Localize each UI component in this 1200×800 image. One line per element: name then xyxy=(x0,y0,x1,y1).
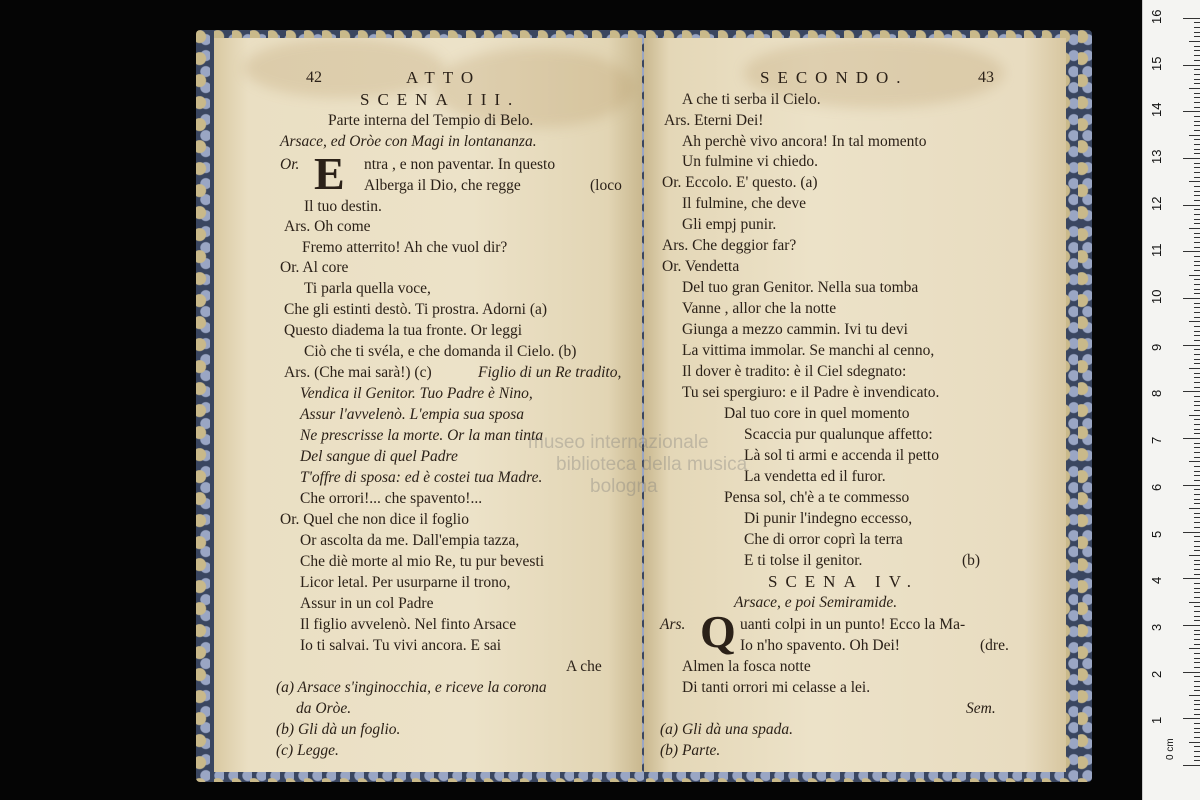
ruler-label: 13 xyxy=(1149,149,1164,164)
ruler-tick xyxy=(1194,475,1200,476)
ruler-tick xyxy=(1194,536,1200,537)
ruler-tick xyxy=(1189,228,1200,229)
footnote: (a) Arsace s'inginocchia, e riceve la corona xyxy=(276,679,547,696)
verse-line: Or. Quel che non dice il foglio xyxy=(280,511,469,528)
ruler-tick xyxy=(1189,555,1200,556)
ruler-tick xyxy=(1194,242,1200,243)
speaker-label: Or. xyxy=(280,156,300,173)
ruler-tick xyxy=(1194,293,1200,294)
ruler-tick xyxy=(1194,97,1200,98)
verse-line: Assur l'avvelenò. L'empia sua sposa xyxy=(300,406,525,423)
ruler-tick xyxy=(1194,303,1200,304)
verse-line: T'offre di sposa: ed è costei tua Madre. xyxy=(300,469,543,486)
verse-line: Alberga il Dio, che regge xyxy=(364,177,521,194)
ruler-tick xyxy=(1183,765,1200,766)
ruler-tick xyxy=(1194,471,1200,472)
ruler-tick xyxy=(1183,438,1200,439)
ruler-tick xyxy=(1194,261,1200,262)
ruler-tick xyxy=(1183,345,1200,346)
ruler-tick xyxy=(1194,46,1200,47)
catchword: A che xyxy=(566,658,602,675)
ruler-unit: 0 cm xyxy=(1165,738,1176,760)
ruler-tick xyxy=(1194,499,1200,500)
verse-line: Di tanti orrori mi celasse a lei. xyxy=(682,679,871,696)
setting-line: Parte interna del Tempio di Belo. xyxy=(328,112,534,129)
ruler-tick xyxy=(1194,634,1200,635)
ruler-tick xyxy=(1194,751,1200,752)
ruler-tick xyxy=(1194,676,1200,677)
ruler-tick xyxy=(1194,704,1200,705)
ruler-tick xyxy=(1189,88,1200,89)
verse-line: Il fulmine, che deve xyxy=(682,195,806,212)
ruler-tick xyxy=(1194,541,1200,542)
ruler-tick xyxy=(1194,144,1200,145)
ruler-tick xyxy=(1194,760,1200,761)
ruler-tick xyxy=(1183,625,1200,626)
verse-line: Dal tuo core in quel momento xyxy=(724,405,910,422)
ruler-tick xyxy=(1194,424,1200,425)
scene-heading: SCENA IV. xyxy=(768,572,920,591)
ruler-tick xyxy=(1194,32,1200,33)
ruler-tick xyxy=(1183,391,1200,392)
ruler-tick xyxy=(1194,312,1200,313)
ruler-tick xyxy=(1194,457,1200,458)
running-header: SECONDO. xyxy=(760,68,909,87)
verse-line: Il tuo destin. xyxy=(304,198,382,215)
page-number: 42 xyxy=(306,69,322,86)
ruler-tick xyxy=(1194,331,1200,332)
ruler-tick xyxy=(1194,517,1200,518)
ruler-tick xyxy=(1194,574,1200,575)
ruler-tick xyxy=(1189,461,1200,462)
verse-line: Gli empj punir. xyxy=(682,216,777,233)
ruler-tick xyxy=(1194,116,1200,117)
verse-line: E ti tolse il genitor. xyxy=(744,552,863,569)
ruler-tick xyxy=(1194,247,1200,248)
verse-line: Assur in un col Padre xyxy=(300,595,434,612)
ruler-tick xyxy=(1183,158,1200,159)
ruler-tick xyxy=(1194,382,1200,383)
verse-line: Che orrori!... che spavento!... xyxy=(300,490,483,507)
verse-line: Ti parla quella voce, xyxy=(304,280,431,297)
verse-line: Scaccia pur qualunque affetto: xyxy=(744,426,933,443)
verse-line: Che gli estinti destò. Ti prostra. Adorni (a) xyxy=(284,301,548,318)
ruler-tick xyxy=(1194,125,1200,126)
ruler-tick xyxy=(1194,466,1200,467)
verse-line: Giunga a mezzo cammin. Ivi tu devi xyxy=(682,321,908,338)
ruler-tick xyxy=(1194,700,1200,701)
ruler-tick xyxy=(1194,396,1200,397)
ruler-tick xyxy=(1194,172,1200,173)
ruler-tick xyxy=(1194,363,1200,364)
verse-line: ntra , e non paventar. In questo xyxy=(364,156,556,173)
footnote: (b) Parte. xyxy=(660,742,721,759)
ruler-tick xyxy=(1189,415,1200,416)
watermark-line: bologna xyxy=(590,476,658,497)
ruler-tick xyxy=(1194,658,1200,659)
ruler-label: 10 xyxy=(1149,289,1164,304)
ruler-label: 1 xyxy=(1149,717,1164,725)
left-page xyxy=(214,38,642,772)
ruler-tick xyxy=(1194,79,1200,80)
ruler-tick xyxy=(1194,307,1200,308)
ruler-label: 14 xyxy=(1149,102,1164,118)
ruler-tick xyxy=(1194,443,1200,444)
verse-line: Che diè morte al mio Re, tu pur bevesti xyxy=(300,553,545,570)
ruler-tick xyxy=(1194,611,1200,612)
verse-line: Licor letal. Per usurparne il trono, xyxy=(300,574,511,591)
ruler-label: 3 xyxy=(1149,623,1164,631)
ruler-tick xyxy=(1194,569,1200,570)
ruler-tick xyxy=(1194,527,1200,528)
ruler-tick xyxy=(1194,620,1200,621)
verse-line: Io n'ho spavento. Oh Dei! xyxy=(740,637,900,654)
ruler-tick xyxy=(1194,433,1200,434)
footnote: (c) Legge. xyxy=(276,742,339,759)
watermark-line: museo internazionale xyxy=(528,432,709,453)
ruler-tick xyxy=(1194,503,1200,504)
ruler-tick xyxy=(1194,546,1200,547)
ruler-tick xyxy=(1194,452,1200,453)
verse-line: Il dover è tradito: è il Ciel sdegnato: xyxy=(682,363,907,380)
ruler-label: 9 xyxy=(1149,343,1164,351)
ruler-label: 12 xyxy=(1149,196,1164,211)
ruler-tick xyxy=(1194,340,1200,341)
ruler-tick xyxy=(1183,18,1200,19)
verse-line: Ars. Oh come xyxy=(284,218,371,235)
measurement-ruler xyxy=(1142,0,1200,800)
verse-line: Or. Eccolo. E' questo. (a) xyxy=(662,174,818,191)
ruler-tick xyxy=(1194,405,1200,406)
ruler-tick xyxy=(1194,349,1200,350)
verse-line: Ars. Eterni Dei! xyxy=(664,112,764,129)
ruler-tick xyxy=(1189,368,1200,369)
ruler-tick xyxy=(1194,639,1200,640)
ruler-tick xyxy=(1194,279,1200,280)
stage-direction: Arsace, ed Oròe con Magi in lontananza. xyxy=(280,133,537,150)
verse-line: uanti colpi in un punto! Ecco la Ma- xyxy=(740,616,966,633)
ruler-tick xyxy=(1189,648,1200,649)
ruler-tick xyxy=(1194,335,1200,336)
ruler-tick xyxy=(1189,135,1200,136)
ruler-tick xyxy=(1183,251,1200,252)
verse-line: (loco xyxy=(590,177,622,194)
verse-line: Il figlio avvelenò. Nel finto Arsace xyxy=(300,616,517,633)
ruler-tick xyxy=(1194,690,1200,691)
catchword: Sem. xyxy=(966,700,996,717)
ruler-tick xyxy=(1194,102,1200,103)
ruler-tick xyxy=(1194,60,1200,61)
ruler-tick xyxy=(1194,489,1200,490)
ruler-tick xyxy=(1194,737,1200,738)
ruler-label: 16 xyxy=(1149,9,1164,24)
ruler-tick xyxy=(1194,564,1200,565)
ruler-tick xyxy=(1194,359,1200,360)
ruler-tick xyxy=(1194,22,1200,23)
ruler-tick xyxy=(1194,27,1200,28)
verse-line: Un fulmine vi chiedo. xyxy=(682,153,819,170)
ruler-tick xyxy=(1183,65,1200,66)
ruler-tick xyxy=(1194,74,1200,75)
ruler-tick xyxy=(1194,191,1200,192)
right-page xyxy=(644,38,1066,772)
ruler-tick xyxy=(1194,167,1200,168)
ruler-tick xyxy=(1183,205,1200,206)
ruler-tick xyxy=(1194,616,1200,617)
ruler-tick xyxy=(1194,728,1200,729)
verse-line: A che ti serba il Cielo. xyxy=(682,91,821,108)
ruler-tick xyxy=(1194,746,1200,747)
ruler-tick xyxy=(1183,485,1200,486)
speaker-label: Ars. xyxy=(660,616,686,633)
verse-line: Ars. (Che mai sarà!) (c) xyxy=(284,364,432,381)
ruler-tick xyxy=(1194,223,1200,224)
watermark-line: biblioteca della musica xyxy=(556,454,748,475)
verse-line: (b) xyxy=(962,552,981,569)
verse-line: Ah perchè vivo ancora! In tal momento xyxy=(682,133,927,150)
verse-line: Almen la fosca notte xyxy=(682,658,811,675)
verse-line: Or ascolta da me. Dall'empia tazza, xyxy=(300,532,520,549)
ruler-tick xyxy=(1194,756,1200,757)
ruler-tick xyxy=(1194,326,1200,327)
ruler-label: 5 xyxy=(1149,530,1164,538)
ruler-tick xyxy=(1194,419,1200,420)
ruler-tick xyxy=(1194,377,1200,378)
ruler-tick xyxy=(1194,522,1200,523)
stage-direction: Arsace, e poi Semiramide. xyxy=(734,594,898,611)
ruler-tick xyxy=(1194,256,1200,257)
ruler-tick xyxy=(1194,121,1200,122)
ruler-tick xyxy=(1194,153,1200,154)
ruler-tick xyxy=(1194,354,1200,355)
ruler-tick xyxy=(1194,686,1200,687)
ruler-tick xyxy=(1194,513,1200,514)
ruler-tick xyxy=(1194,597,1200,598)
ruler-tick xyxy=(1194,401,1200,402)
ruler-tick xyxy=(1194,560,1200,561)
ruler-tick xyxy=(1189,275,1200,276)
ruler-tick xyxy=(1189,695,1200,696)
ruler-tick xyxy=(1194,69,1200,70)
ruler-tick xyxy=(1194,50,1200,51)
ruler-tick xyxy=(1189,742,1200,743)
verse-line: La vittima immolar. Se manchi al cenno, xyxy=(682,342,935,359)
verse-line: (dre. xyxy=(980,637,1009,654)
drop-cap: Q xyxy=(700,606,736,657)
footnote: (b) Gli dà un foglio. xyxy=(276,721,401,738)
ruler-label: 11 xyxy=(1149,243,1164,258)
ruler-tick xyxy=(1189,508,1200,509)
ruler-tick xyxy=(1194,130,1200,131)
ruler-tick xyxy=(1194,723,1200,724)
ruler-tick xyxy=(1194,373,1200,374)
ruler-tick xyxy=(1194,265,1200,266)
ruler-tick xyxy=(1183,532,1200,533)
ruler-tick xyxy=(1194,429,1200,430)
ruler-tick xyxy=(1194,55,1200,56)
ruler-tick xyxy=(1189,41,1200,42)
ruler-tick xyxy=(1194,667,1200,668)
verse-line: Tu sei spergiuro: e il Padre è invendicato. xyxy=(682,384,940,401)
verse-line: Questo diadema la tua fronte. Or leggi xyxy=(284,322,523,339)
ruler-tick xyxy=(1194,93,1200,94)
ruler-tick xyxy=(1183,718,1200,719)
ruler-tick xyxy=(1194,606,1200,607)
ruler-tick xyxy=(1194,387,1200,388)
verse-line: Che di orror coprì la terra xyxy=(744,531,903,548)
ruler-tick xyxy=(1194,270,1200,271)
ruler-tick xyxy=(1194,480,1200,481)
ruler-tick xyxy=(1194,284,1200,285)
ruler-tick xyxy=(1194,214,1200,215)
ruler-tick xyxy=(1194,410,1200,411)
ruler-tick xyxy=(1194,630,1200,631)
verse-line: Vendica il Genitor. Tuo Padre è Nino, xyxy=(300,385,533,402)
ruler-tick xyxy=(1194,83,1200,84)
verse-line: Or. Al core xyxy=(280,259,349,276)
ruler-tick xyxy=(1194,732,1200,733)
ruler-tick xyxy=(1183,111,1200,112)
verse-line: Ars. Che deggior far? xyxy=(662,237,797,254)
ruler-label: 15 xyxy=(1149,56,1164,71)
ruler-tick xyxy=(1194,289,1200,290)
ruler-tick xyxy=(1194,653,1200,654)
verse-line: Pensa sol, ch'è a te commesso xyxy=(724,489,910,506)
ruler-tick xyxy=(1183,298,1200,299)
ruler-tick xyxy=(1194,550,1200,551)
ruler-tick xyxy=(1194,219,1200,220)
ruler-tick xyxy=(1189,321,1200,322)
verse-line: Ciò che ti svéla, e che domanda il Cielo. (b) xyxy=(304,343,577,360)
ruler-tick xyxy=(1183,578,1200,579)
ruler-label: 6 xyxy=(1149,483,1164,491)
ruler-tick xyxy=(1189,181,1200,182)
ruler-tick xyxy=(1194,681,1200,682)
ruler-tick xyxy=(1194,592,1200,593)
ruler-label: 4 xyxy=(1149,576,1164,585)
verse-line: Vanne , allor che la notte xyxy=(682,300,837,317)
verse-line: Del sangue di quel Padre xyxy=(300,448,458,465)
ruler-tick xyxy=(1194,588,1200,589)
verse-line: Figlio di un Re tradito, xyxy=(478,364,622,381)
ruler-label: 2 xyxy=(1149,670,1164,678)
ruler-tick xyxy=(1194,36,1200,37)
ruler-tick xyxy=(1194,149,1200,150)
verse-line: Fremo atterrito! Ah che vuol dir? xyxy=(302,239,508,256)
ruler-tick xyxy=(1194,163,1200,164)
verse-line: Or. Vendetta xyxy=(662,258,740,275)
ruler-tick xyxy=(1194,177,1200,178)
ruler-tick xyxy=(1194,186,1200,187)
ruler-tick xyxy=(1194,317,1200,318)
verse-line: Ne prescrisse la morte. Or la man tinta xyxy=(300,427,544,444)
ruler-tick xyxy=(1194,237,1200,238)
ruler-tick xyxy=(1194,709,1200,710)
verse-line: Là sol ti armi e accenda il petto xyxy=(744,447,939,464)
ruler-tick xyxy=(1194,583,1200,584)
ruler-tick xyxy=(1194,139,1200,140)
ruler-tick xyxy=(1194,447,1200,448)
ruler-tick xyxy=(1194,209,1200,210)
ruler-label: 8 xyxy=(1149,390,1164,398)
footnote: (a) Gli dà una spada. xyxy=(660,721,794,738)
ruler-tick xyxy=(1194,233,1200,234)
ruler-tick xyxy=(1189,602,1200,603)
verse-line: La vendetta ed il furor. xyxy=(744,468,886,485)
running-header: ATTO xyxy=(406,68,482,87)
ruler-tick xyxy=(1194,662,1200,663)
ruler-tick xyxy=(1194,644,1200,645)
verse-line: Di punir l'indegno eccesso, xyxy=(744,510,913,527)
ruler-tick xyxy=(1194,107,1200,108)
open-book xyxy=(196,30,1092,782)
ruler-tick xyxy=(1194,714,1200,715)
ruler-label: 7 xyxy=(1149,436,1164,445)
scene-heading: SCENA III. xyxy=(360,90,521,109)
ruler-tick xyxy=(1194,200,1200,201)
ruler-tick xyxy=(1194,195,1200,196)
page-number: 43 xyxy=(978,69,994,86)
drop-cap: E xyxy=(314,148,345,199)
ruler-tick xyxy=(1194,494,1200,495)
footnote: da Oròe. xyxy=(296,700,352,717)
verse-line: Io ti salvai. Tu vivi ancora. E sai xyxy=(300,637,502,654)
verse-line: Del tuo gran Genitor. Nella sua tomba xyxy=(682,279,919,296)
ruler-tick xyxy=(1183,672,1200,673)
